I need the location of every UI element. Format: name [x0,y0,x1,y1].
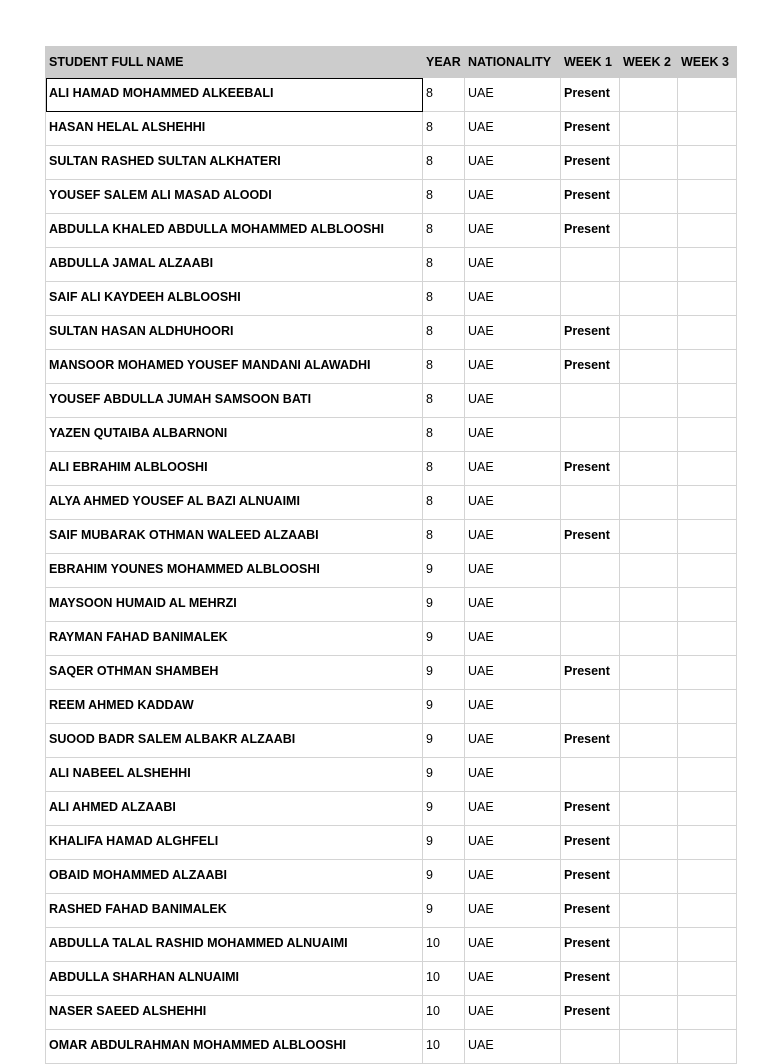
student-name-cell[interactable]: SULTAN HASAN ALDHUHOORI [46,316,423,350]
year-cell[interactable]: 9 [423,758,465,792]
student-name-cell[interactable]: MANSOOR MOHAMED YOUSEF MANDANI ALAWADHI [46,350,423,384]
week-3-cell[interactable] [678,996,737,1030]
year-cell[interactable]: 8 [423,520,465,554]
student-name-cell[interactable]: NASER SAEED ALSHEHHI [46,996,423,1030]
nationality-cell[interactable]: UAE [465,486,561,520]
table-row [46,520,737,554]
table-row [46,316,737,350]
week-2-cell[interactable] [620,452,678,486]
week-2-cell[interactable] [620,384,678,418]
table-row [46,282,737,316]
student-name-cell[interactable]: YAZEN QUTAIBA ALBARNONI [46,418,423,452]
week-1-cell[interactable]: Present [561,656,620,690]
week-1-cell[interactable] [561,622,620,656]
nationality-cell[interactable]: UAE [465,214,561,248]
week-1-cell[interactable]: Present [561,792,620,826]
student-name-cell[interactable]: REEM AHMED KADDAW [46,690,423,724]
year-cell[interactable]: 9 [423,690,465,724]
nationality-cell[interactable]: UAE [465,78,561,112]
week-3-cell[interactable] [678,78,737,112]
week-2-cell[interactable] [620,112,678,146]
week-3-cell[interactable] [678,962,737,996]
week-2-cell[interactable] [620,418,678,452]
table-row [46,962,737,996]
nationality-cell[interactable]: UAE [465,418,561,452]
student-name-cell[interactable]: OMAR ABDULRAHMAN MOHAMMED ALBLOOSHI [46,1030,423,1064]
week-3-cell[interactable] [678,486,737,520]
student-name-cell[interactable]: ABDULLA KHALED ABDULLA MOHAMMED ALBLOOSHI [46,214,423,248]
week-2-cell[interactable] [620,486,678,520]
table-row [46,384,737,418]
week-1-cell[interactable]: Present [561,146,620,180]
table-row [46,418,737,452]
nationality-cell[interactable]: UAE [465,112,561,146]
week-3-cell[interactable] [678,724,737,758]
week-1-cell[interactable] [561,384,620,418]
student-name-cell[interactable]: ALI EBRAHIM ALBLOOSHI [46,452,423,486]
table-row [46,214,737,248]
week-3-cell[interactable] [678,112,737,146]
week-2-cell[interactable] [620,214,678,248]
week-1-cell[interactable]: Present [561,928,620,962]
week-2-cell[interactable] [620,520,678,554]
nationality-cell[interactable]: UAE [465,282,561,316]
student-name-cell[interactable]: ALI HAMAD MOHAMMED ALKEEBALI [46,78,423,112]
table-row [46,622,737,656]
week-1-cell[interactable] [561,554,620,588]
nationality-cell[interactable]: UAE [465,996,561,1030]
student-name-cell[interactable]: RASHED FAHAD BANIMALEK [46,894,423,928]
table-row [46,792,737,826]
week-1-cell[interactable]: Present [561,724,620,758]
year-cell[interactable]: 10 [423,996,465,1030]
nationality-cell[interactable]: UAE [465,962,561,996]
year-cell[interactable]: 8 [423,282,465,316]
week-3-cell[interactable] [678,860,737,894]
table-row [46,452,737,486]
week-1-cell[interactable]: Present [561,996,620,1030]
year-cell[interactable]: 8 [423,350,465,384]
year-cell[interactable]: 9 [423,622,465,656]
table-row [46,588,737,622]
table-row [46,996,737,1030]
nationality-cell[interactable]: UAE [465,656,561,690]
year-cell[interactable]: 8 [423,486,465,520]
nationality-cell[interactable]: UAE [465,520,561,554]
week-1-cell[interactable] [561,418,620,452]
week-1-cell[interactable] [561,1030,620,1064]
student-name-cell[interactable]: ABDULLA TALAL RASHID MOHAMMED ALNUAIMI [46,928,423,962]
week-2-cell[interactable] [620,826,678,860]
week-1-cell[interactable] [561,282,620,316]
week-1-cell[interactable]: Present [561,78,620,112]
week-3-cell[interactable] [678,588,737,622]
week-3-cell[interactable] [678,792,737,826]
table-row [46,656,737,690]
week-2-cell[interactable] [620,894,678,928]
week-1-cell[interactable]: Present [561,520,620,554]
nationality-cell[interactable]: UAE [465,826,561,860]
year-cell[interactable]: 9 [423,894,465,928]
table-row [46,486,737,520]
nationality-cell[interactable]: UAE [465,180,561,214]
student-name-cell[interactable]: ALI NABEEL ALSHEHHI [46,758,423,792]
student-name-cell[interactable]: ABDULLA SHARHAN ALNUAIMI [46,962,423,996]
nationality-cell[interactable]: UAE [465,894,561,928]
student-name-cell[interactable]: SULTAN RASHED SULTAN ALKHATERI [46,146,423,180]
year-cell[interactable]: 8 [423,248,465,282]
table-body [46,78,737,1064]
week-2-cell[interactable] [620,554,678,588]
nationality-cell[interactable]: UAE [465,690,561,724]
student-name-cell[interactable]: SAIF MUBARAK OTHMAN WALEED ALZAABI [46,520,423,554]
table-row [46,894,737,928]
week-2-cell[interactable] [620,1030,678,1064]
nationality-cell[interactable]: UAE [465,928,561,962]
header-nationality[interactable]: NATIONALITY [465,47,561,78]
week-1-cell[interactable]: Present [561,214,620,248]
year-cell[interactable]: 10 [423,1030,465,1064]
week-2-cell[interactable] [620,180,678,214]
year-cell[interactable]: 9 [423,826,465,860]
table-row [46,554,737,588]
week-3-cell[interactable] [678,758,737,792]
week-2-cell[interactable] [620,350,678,384]
header-week-3[interactable]: WEEK 3 [678,47,737,78]
year-cell[interactable]: 9 [423,724,465,758]
student-name-cell[interactable]: EBRAHIM YOUNES MOHAMMED ALBLOOSHI [46,554,423,588]
attendance-sheet [45,46,736,1064]
week-3-cell[interactable] [678,554,737,588]
week-3-cell[interactable] [678,282,737,316]
week-1-cell[interactable]: Present [561,452,620,486]
week-1-cell[interactable]: Present [561,894,620,928]
week-3-cell[interactable] [678,350,737,384]
attendance-table [45,46,737,1064]
week-3-cell[interactable] [678,316,737,350]
week-1-cell[interactable] [561,588,620,622]
nationality-cell[interactable]: UAE [465,350,561,384]
year-cell[interactable]: 9 [423,792,465,826]
week-3-cell[interactable] [678,826,737,860]
week-2-cell[interactable] [620,282,678,316]
year-cell[interactable]: 9 [423,860,465,894]
week-2-cell[interactable] [620,928,678,962]
week-3-cell[interactable] [678,146,737,180]
table-row [46,180,737,214]
week-1-cell[interactable]: Present [561,112,620,146]
nationality-cell[interactable]: UAE [465,146,561,180]
table-header [46,47,737,78]
nationality-cell[interactable]: UAE [465,316,561,350]
year-cell[interactable]: 9 [423,588,465,622]
week-1-cell[interactable]: Present [561,316,620,350]
header-week-1[interactable]: WEEK 1 [561,47,620,78]
week-3-cell[interactable] [678,1030,737,1064]
year-cell[interactable]: 8 [423,316,465,350]
year-cell[interactable]: 8 [423,112,465,146]
table-row [46,1030,737,1064]
week-1-cell[interactable] [561,486,620,520]
nationality-cell[interactable]: UAE [465,248,561,282]
table-row [46,758,737,792]
week-2-cell[interactable] [620,962,678,996]
week-2-cell[interactable] [620,996,678,1030]
year-cell[interactable]: 8 [423,146,465,180]
nationality-cell[interactable]: UAE [465,1030,561,1064]
week-3-cell[interactable] [678,690,737,724]
table-row [46,112,737,146]
table-row [46,724,737,758]
week-2-cell[interactable] [620,690,678,724]
week-3-cell[interactable] [678,384,737,418]
week-1-cell[interactable]: Present [561,962,620,996]
week-3-cell[interactable] [678,214,737,248]
week-2-cell[interactable] [620,622,678,656]
week-3-cell[interactable] [678,418,737,452]
student-name-cell[interactable]: ALYA AHMED YOUSEF AL BAZI ALNUAIMI [46,486,423,520]
week-1-cell[interactable] [561,758,620,792]
student-name-cell[interactable]: SAQER OTHMAN SHAMBEH [46,656,423,690]
week-3-cell[interactable] [678,248,737,282]
nationality-cell[interactable]: UAE [465,724,561,758]
nationality-cell[interactable]: UAE [465,554,561,588]
student-name-cell[interactable]: MAYSOON HUMAID AL MEHRZI [46,588,423,622]
week-2-cell[interactable] [620,316,678,350]
year-cell[interactable]: 9 [423,656,465,690]
nationality-cell[interactable]: UAE [465,622,561,656]
week-3-cell[interactable] [678,622,737,656]
nationality-cell[interactable]: UAE [465,588,561,622]
student-name-cell[interactable]: KHALIFA HAMAD ALGHFELI [46,826,423,860]
year-cell[interactable]: 10 [423,928,465,962]
week-3-cell[interactable] [678,452,737,486]
student-name-cell[interactable]: ABDULLA JAMAL ALZAABI [46,248,423,282]
table-row [46,78,737,112]
year-cell[interactable]: 10 [423,962,465,996]
table-row [46,248,737,282]
year-cell[interactable]: 8 [423,418,465,452]
year-cell[interactable]: 8 [423,180,465,214]
header-year[interactable]: YEAR [423,47,465,78]
nationality-cell[interactable]: UAE [465,860,561,894]
table-row [46,350,737,384]
week-2-cell[interactable] [620,792,678,826]
week-1-cell[interactable] [561,690,620,724]
week-3-cell[interactable] [678,894,737,928]
week-3-cell[interactable] [678,656,737,690]
year-cell[interactable]: 8 [423,214,465,248]
table-row [46,928,737,962]
year-cell[interactable]: 8 [423,78,465,112]
week-1-cell[interactable]: Present [561,826,620,860]
week-2-cell[interactable] [620,656,678,690]
student-name-cell[interactable]: YOUSEF ABDULLA JUMAH SAMSOON BATI [46,384,423,418]
year-cell[interactable]: 8 [423,452,465,486]
week-1-cell[interactable] [561,248,620,282]
week-3-cell[interactable] [678,928,737,962]
year-cell[interactable]: 9 [423,554,465,588]
table-row [46,826,737,860]
student-name-cell[interactable]: OBAID MOHAMMED ALZAABI [46,860,423,894]
header-week-2[interactable]: WEEK 2 [620,47,678,78]
table-row [46,690,737,724]
nationality-cell[interactable]: UAE [465,384,561,418]
student-name-cell[interactable]: RAYMAN FAHAD BANIMALEK [46,622,423,656]
week-2-cell[interactable] [620,78,678,112]
week-2-cell[interactable] [620,146,678,180]
table-row [46,146,737,180]
week-2-cell[interactable] [620,588,678,622]
student-name-cell[interactable]: SAIF ALI KAYDEEH ALBLOOSHI [46,282,423,316]
week-2-cell[interactable] [620,860,678,894]
week-2-cell[interactable] [620,724,678,758]
student-name-cell[interactable]: HASAN HELAL ALSHEHHI [46,112,423,146]
student-name-cell[interactable]: ALI AHMED ALZAABI [46,792,423,826]
week-1-cell[interactable]: Present [561,180,620,214]
week-2-cell[interactable] [620,248,678,282]
nationality-cell[interactable]: UAE [465,452,561,486]
week-1-cell[interactable]: Present [561,860,620,894]
week-2-cell[interactable] [620,758,678,792]
week-1-cell[interactable]: Present [561,350,620,384]
student-name-cell[interactable]: YOUSEF SALEM ALI MASAD ALOODI [46,180,423,214]
week-3-cell[interactable] [678,520,737,554]
week-3-cell[interactable] [678,180,737,214]
year-cell[interactable]: 8 [423,384,465,418]
header-row [46,47,737,78]
nationality-cell[interactable]: UAE [465,758,561,792]
table-row [46,860,737,894]
nationality-cell[interactable]: UAE [465,792,561,826]
student-name-cell[interactable]: SUOOD BADR SALEM ALBAKR ALZAABI [46,724,423,758]
header-student-full-name[interactable]: STUDENT FULL NAME [46,47,423,78]
